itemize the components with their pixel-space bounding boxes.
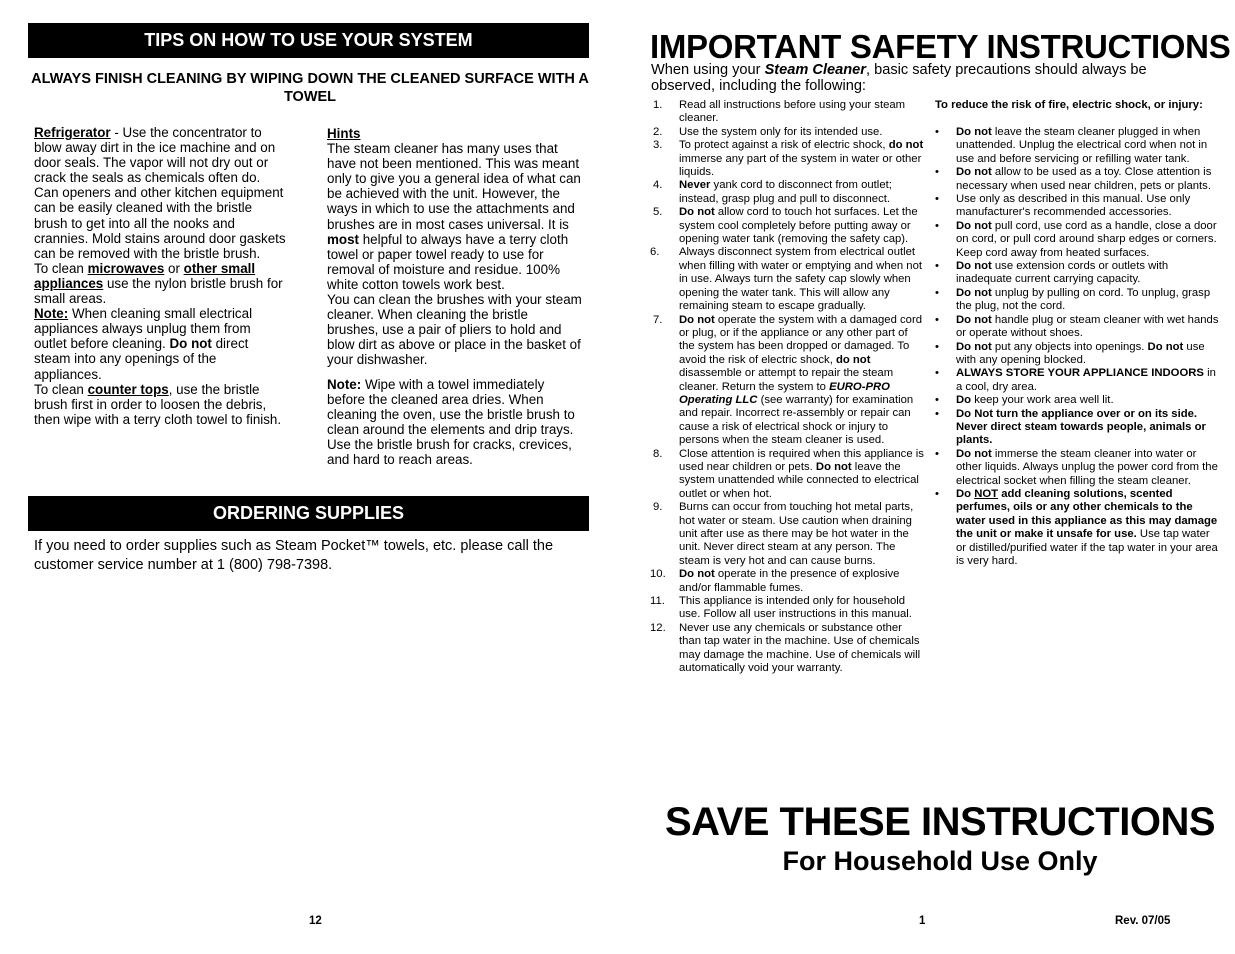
microwaves-paragraph: To clean microwaves or other small appliances use the nylon bristle brush for small areas. [34,260,283,307]
save-instructions-title: SAVE THESE INSTRUCTIONS [664,800,1216,844]
list-item: 9. Burns can occur from touching hot metal parts, hot water or steam. Use caution when draining unit after use as there may be hot water in the unit. Never direct steam at any person. The steam is very hot and can cause burns. [653,501,914,567]
list-item: • Do not allow to be used as a toy. Close attention is necessary when used near children, pets or plants. [935,166,1212,192]
hints-paragraph: The steam cleaner has many uses that have not been mentioned. This was meant only to give you a general idea of what can be achieved with the unit. However, the ways in which to use the attachments and brushes are in most cases universal. It is most helpful to always have a terry cloth towel or paper towel ready to use for removal of moisture and residue. 100% white cotton towels work best. [327,141,581,292]
list-item: 12. Never use any chemicals or substance other than tap water in the machine. Use of chemicals may damage the machine. Use of chemicals will automatically void your warranty. [650,621,921,675]
list-item: 7. Do not operate the system with a damaged cord or plug, or if the appliance or any other part of the system has been dropped or damaged. To avoid the risk of electric shock, do not disassemble or attempt to repair the steam cleaner. Return the system to EURO-PRO Operating LLC (see warranty) for examination and repair. Incorrect re-assembly or repair can cause a risk of electrical shock or injury to persons when the steam cleaner is used. [653,313,922,447]
safety-bullets-list [935,126,1220,568]
small-appliances-note: Note: When cleaning small electrical appliances always unplug them from outlet before cleaning. Do not direct steam into any openings of the appliances. [34,306,253,382]
safety-intro: When using your Steam Cleaner, basic safety precautions should always be observed, including the following: [651,62,1147,94]
revision-label: Rev. 07/05 [1115,915,1171,927]
supplies-paragraph: If you need to order supplies such as Steam Pocket™ towels, etc. please call the customer service number at 1 (800) 798-7398. [34,538,554,573]
risk-heading: To reduce the risk of fire, electric shock, or injury: [935,99,1203,111]
tips-column-left [34,125,286,427]
household-use-subtitle: For Household Use Only [782,846,1098,876]
list-item: 3. To protect against a risk of electric shock, do not immerse any part of the system in water or other liquids. [653,139,924,179]
oven-note: Note: Wipe with a towel immediately before the cleaned area dries. When cleaning the oven, use the bristle brush to clean around the elements and drip trays. Use the bristle brush for cracks, crevices, and hard to reach areas. [327,376,575,467]
supplies-banner: ORDERING SUPPLIES [28,496,589,531]
list-item: 11. This appliance is intended only for household use. Follow all user instructions in this manual. [650,595,912,621]
list-item: 6. Always disconnect system from electrical outlet when filling with water or emptying and when not in use. Always turn the safety cap slowly when opening the water tank. This will allow any remaining steam to escape gradually. [650,246,923,313]
page-number-left: 12 [309,915,322,927]
list-item: • Do not pull cord, use cord as a handle, close a door on cord, or pull cord around sharp edges or corners. Keep cord away from heated surfaces. [935,219,1217,259]
list-item: • ALWAYS STORE YOUR APPLIANCE INDOORS in a cool, dry area. [935,367,1216,393]
brushes-paragraph: You can clean the brushes with your steam cleaner. When cleaning the bristle brushes, use a pair of pliers to hold and blow dirt as above or place in the basket of your dishwasher. [327,292,582,368]
list-item: • Do not handle plug or steam cleaner with wet hands or operate without shoes. [935,313,1219,340]
list-item: • Do Not turn the appliance over or on its side. Never direct steam towards people, animals or plants. [935,407,1206,447]
list-item: • Do not use extension cords or outlets with inadequate current carrying capacity. [935,260,1169,286]
list-item: 10. Do not operate in the presence of explosive and/or flammable fumes. [650,568,900,594]
list-item: 1. Read all instructions before using your steam cleaner. [653,99,906,125]
page-number-right: 1 [919,915,926,927]
reminder-heading: ALWAYS FINISH CLEANING BY WIPING DOWN THE CLEANED SURFACE WITH A TOWEL [31,71,589,105]
counter-tops-paragraph: To clean counter tops, use the bristle brush first in order to loosen the debris, then wipe with a terry cloth towel to finish. [34,381,282,427]
list-item: • Do keep your work area well lit. [935,394,1114,407]
safety-steps-list [650,99,926,675]
list-item: 8. Close attention is required when this appliance is used near children or pets. Do not leave the system unattended while connected to electrical outlet or when hot. [653,447,924,500]
tips-column-right [327,126,582,467]
list-item: • Do NOT add cleaning solutions, scented perfumes, oils or any other chemicals to the water used in this appliance as this may damage the unit or make it unsafe for use. Use tap water or distilled/purified water if the tap water in your area is very hard. [935,487,1218,567]
list-item: • Do not leave the steam cleaner plugged in when unattended. Unplug the electrical cord when not in use and before servicing or refilling water tank. [935,126,1208,165]
list-item: • Do not put any objects into openings. Do not use with any opening blocked. [935,340,1205,366]
list-item: 5. Do not allow cord to touch hot surfaces. Let the system cool completely before putting away or opening water tank (removing the safety cap). [653,206,918,246]
list-item: • Use only as described in this manual. Use only manufacturer's recommended accessories. [935,193,1191,219]
refrigerator-paragraph: Refrigerator - Use the concentrator to blow away dirt in the ice machine and on door seals. The vapor will not dry out or crack the seals as chemicals often do. Can openers and other kitchen equipment can be easily cleaned with the bristle brush to get into all the nooks and crannies. Mold stains around door gaskets can be removed with the bristle brush. [34,125,286,261]
list-item: 2. Use the system only for its intended use. [653,125,883,138]
hints-heading: Hints [327,126,361,141]
list-item: • Do not unplug by pulling on cord. To unplug, grasp the plug, not the cord. [935,286,1211,313]
refrigerator-heading: Refrigerator [34,125,111,140]
list-item: • Do not immerse the steam cleaner into water or other liquids. Always unplug the power cord from the electrical socket when filling the steam cleaner. [935,447,1218,487]
safety-title: IMPORTANT SAFETY INSTRUCTIONS [650,28,1231,65]
tips-banner: TIPS ON HOW TO USE YOUR SYSTEM [28,23,589,58]
list-item: 4. Never yank cord to disconnect from outlet; instead, grasp plug and pull to disconnect. [653,179,892,205]
